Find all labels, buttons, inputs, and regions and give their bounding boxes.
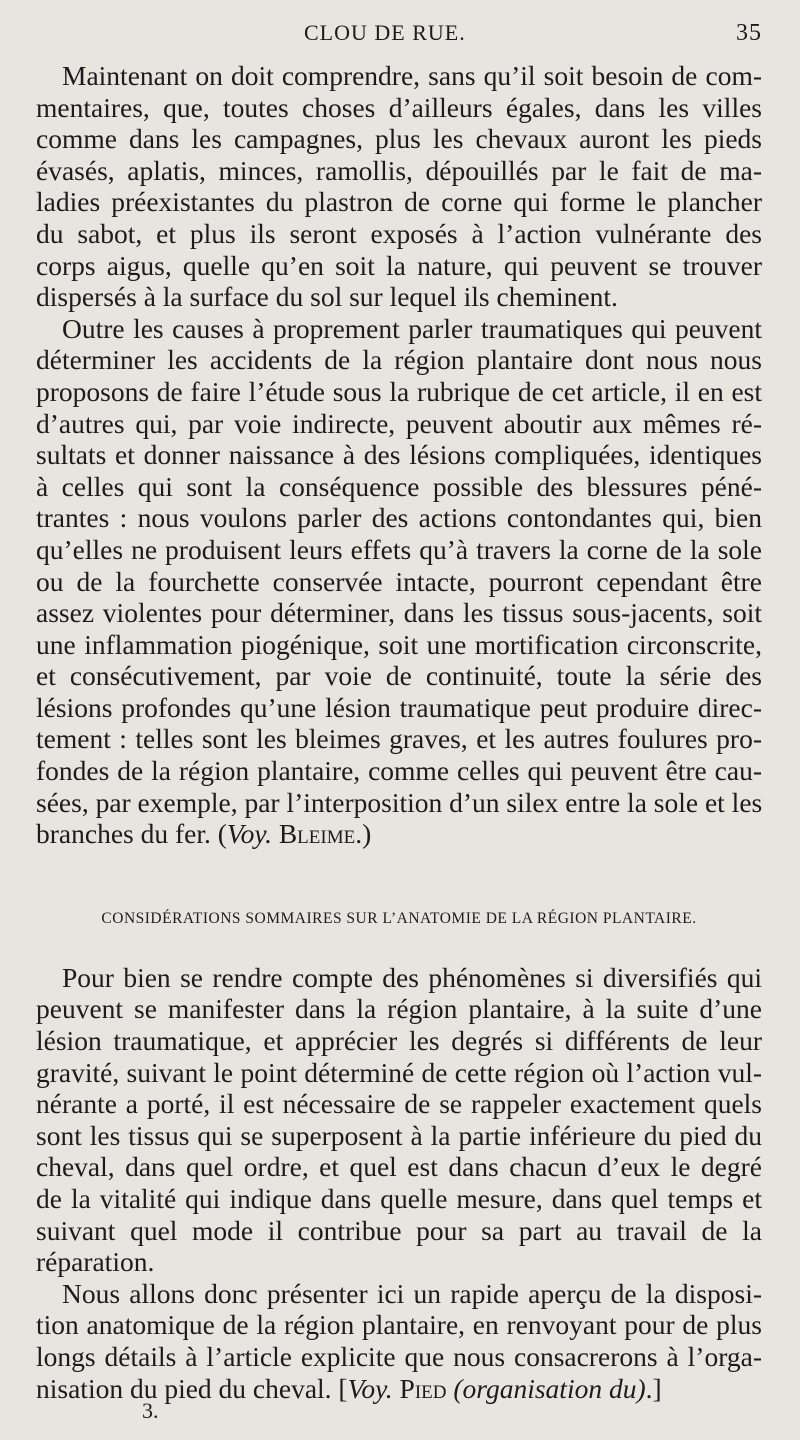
paragraph-1 <box>36 60 762 313</box>
text-line: sées, par exemple, par l’interposition d’un silex entre la sole et les <box>36 786 763 818</box>
paragraph-2 <box>36 313 762 850</box>
text-line: à celles qui sont la conséquence possible des blessures péné- <box>36 470 762 502</box>
cross-reference: Bleime <box>278 818 356 850</box>
text-line: sont les tissus qui se superposent à la partie inférieure du pied du <box>36 1119 762 1151</box>
text-line: peuvent se manifester dans la région plantaire, à la suite d’une <box>36 993 762 1025</box>
paragraph-3 <box>36 962 762 1278</box>
text-line: évasés, aplatis, minces, ramollis, dépouillés par le fait de ma- <box>36 154 762 186</box>
running-title: CLOU DE RUE. <box>304 20 466 45</box>
text-line: tement : telles sont les bleimes graves, et les autres foulures pro- <box>36 723 762 755</box>
text-line: sultats et donner naissance à des lésions compliquées, identiques <box>36 439 762 471</box>
text-line: ou de la fourchette conservée intacte, pourront cependant être <box>36 565 762 597</box>
see-also-abbrev: Voy. <box>226 818 272 850</box>
text-line: et consécutivement, par voie de continuité, toute la série des <box>36 660 762 692</box>
text-line: fondes de la région plantaire, comme celles qui peuvent être cau- <box>36 755 762 787</box>
text-line: déterminer les accidents de la région plantaire dont nous nous <box>36 344 762 376</box>
text-run: .] <box>645 1372 662 1404</box>
running-header <box>36 20 762 60</box>
text-line: assez violentes pour déterminer, dans les tissus sous-jacents, soit <box>36 597 762 629</box>
text-line: Maintenant on doit comprendre, sans qu’il soit besoin de com- <box>62 60 762 91</box>
text-run: .) <box>355 818 372 850</box>
text-line: une inflammation piogénique, soit une mortification circonscrite, <box>36 628 762 660</box>
text-line: lésions profondes qu’une lésion traumatique peut produire direc- <box>36 691 762 723</box>
text-line: corps aigus, quelle qu’en soit la nature, qui peuvent se trouver <box>36 249 762 281</box>
cross-reference-qualifier: (organisation du) <box>453 1372 646 1404</box>
text-line: proposons de faire l’étude sous la rubrique de cet article, il en est <box>36 375 762 407</box>
text-line: réparation. <box>36 1246 155 1278</box>
text-line: longs détails à l’article explicite que nous consacrerons à l’orga- <box>36 1340 762 1372</box>
text-line: de la vitalité qui indique dans quelle mesure, dans quel temps et <box>36 1183 762 1214</box>
text-line: nérante a porté, il est nécessaire de se rappeler exactement quels <box>36 1088 762 1120</box>
text-line: lésion traumatique, et apprécier les degrés si différents de leur <box>36 1025 762 1057</box>
text-run: nisation du pied du cheval. [ <box>36 1372 348 1404</box>
text-line: comme dans les campagnes, plus les chevaux auront les pieds <box>36 123 762 155</box>
text-line: dispersés à la surface du sol sur lequel ils cheminent. <box>36 281 618 313</box>
text-line: suivant quel mode il contribue pour sa part au travail de la <box>36 1214 762 1246</box>
text-run: branches du fer. ( <box>36 818 227 850</box>
text-line: d’autres qui, par voie indirecte, peuvent aboutir aux mêmes ré- <box>36 407 762 439</box>
text-line: du sabot, et plus ils seront exposés à l’action vulnérante des <box>36 217 762 249</box>
text-line: Outre les causes à proprement parler traumatiques qui peuvent <box>62 312 762 344</box>
page-number: 35 <box>736 20 762 46</box>
text-line: Pour bien se rendre compte des phénomènes si diversifiés qui <box>62 961 762 993</box>
text-line <box>36 818 762 850</box>
paragraph-4 <box>36 1278 762 1404</box>
see-also-abbrev: Voy. <box>347 1372 393 1404</box>
cross-reference: Pied <box>399 1372 447 1404</box>
text-line: tion anatomique de la région plantaire, en renvoyant pour de plus <box>36 1309 762 1341</box>
text-line: gravité, suivant le point déterminé de cette région où l’action vul- <box>36 1056 762 1088</box>
text-line: qu’elles ne produisent leurs effets qu’à travers la corne de la sole <box>36 533 762 565</box>
text-line: mentaires, que, toutes choses d’ailleurs égales, dans les villes <box>36 91 762 123</box>
text-line: cheval, dans quel ordre, et quel est dans chacun d’eux le degré <box>36 1151 762 1183</box>
text-line: trantes : nous voulons parler des actions contondantes qui, bien <box>36 502 762 534</box>
text-line: Nous allons donc présenter ici un rapide aperçu de la disposi- <box>62 1277 762 1309</box>
text-line: ladies préexistantes du plastron de corne qui forme le plancher <box>36 186 762 218</box>
section-heading: CONSIDÉRATIONS SOMMAIRES SUR L’ANATOMIE DE LA RÉGION PLANTAIRE. <box>101 909 697 927</box>
signature-mark: 3. <box>142 1398 159 1423</box>
